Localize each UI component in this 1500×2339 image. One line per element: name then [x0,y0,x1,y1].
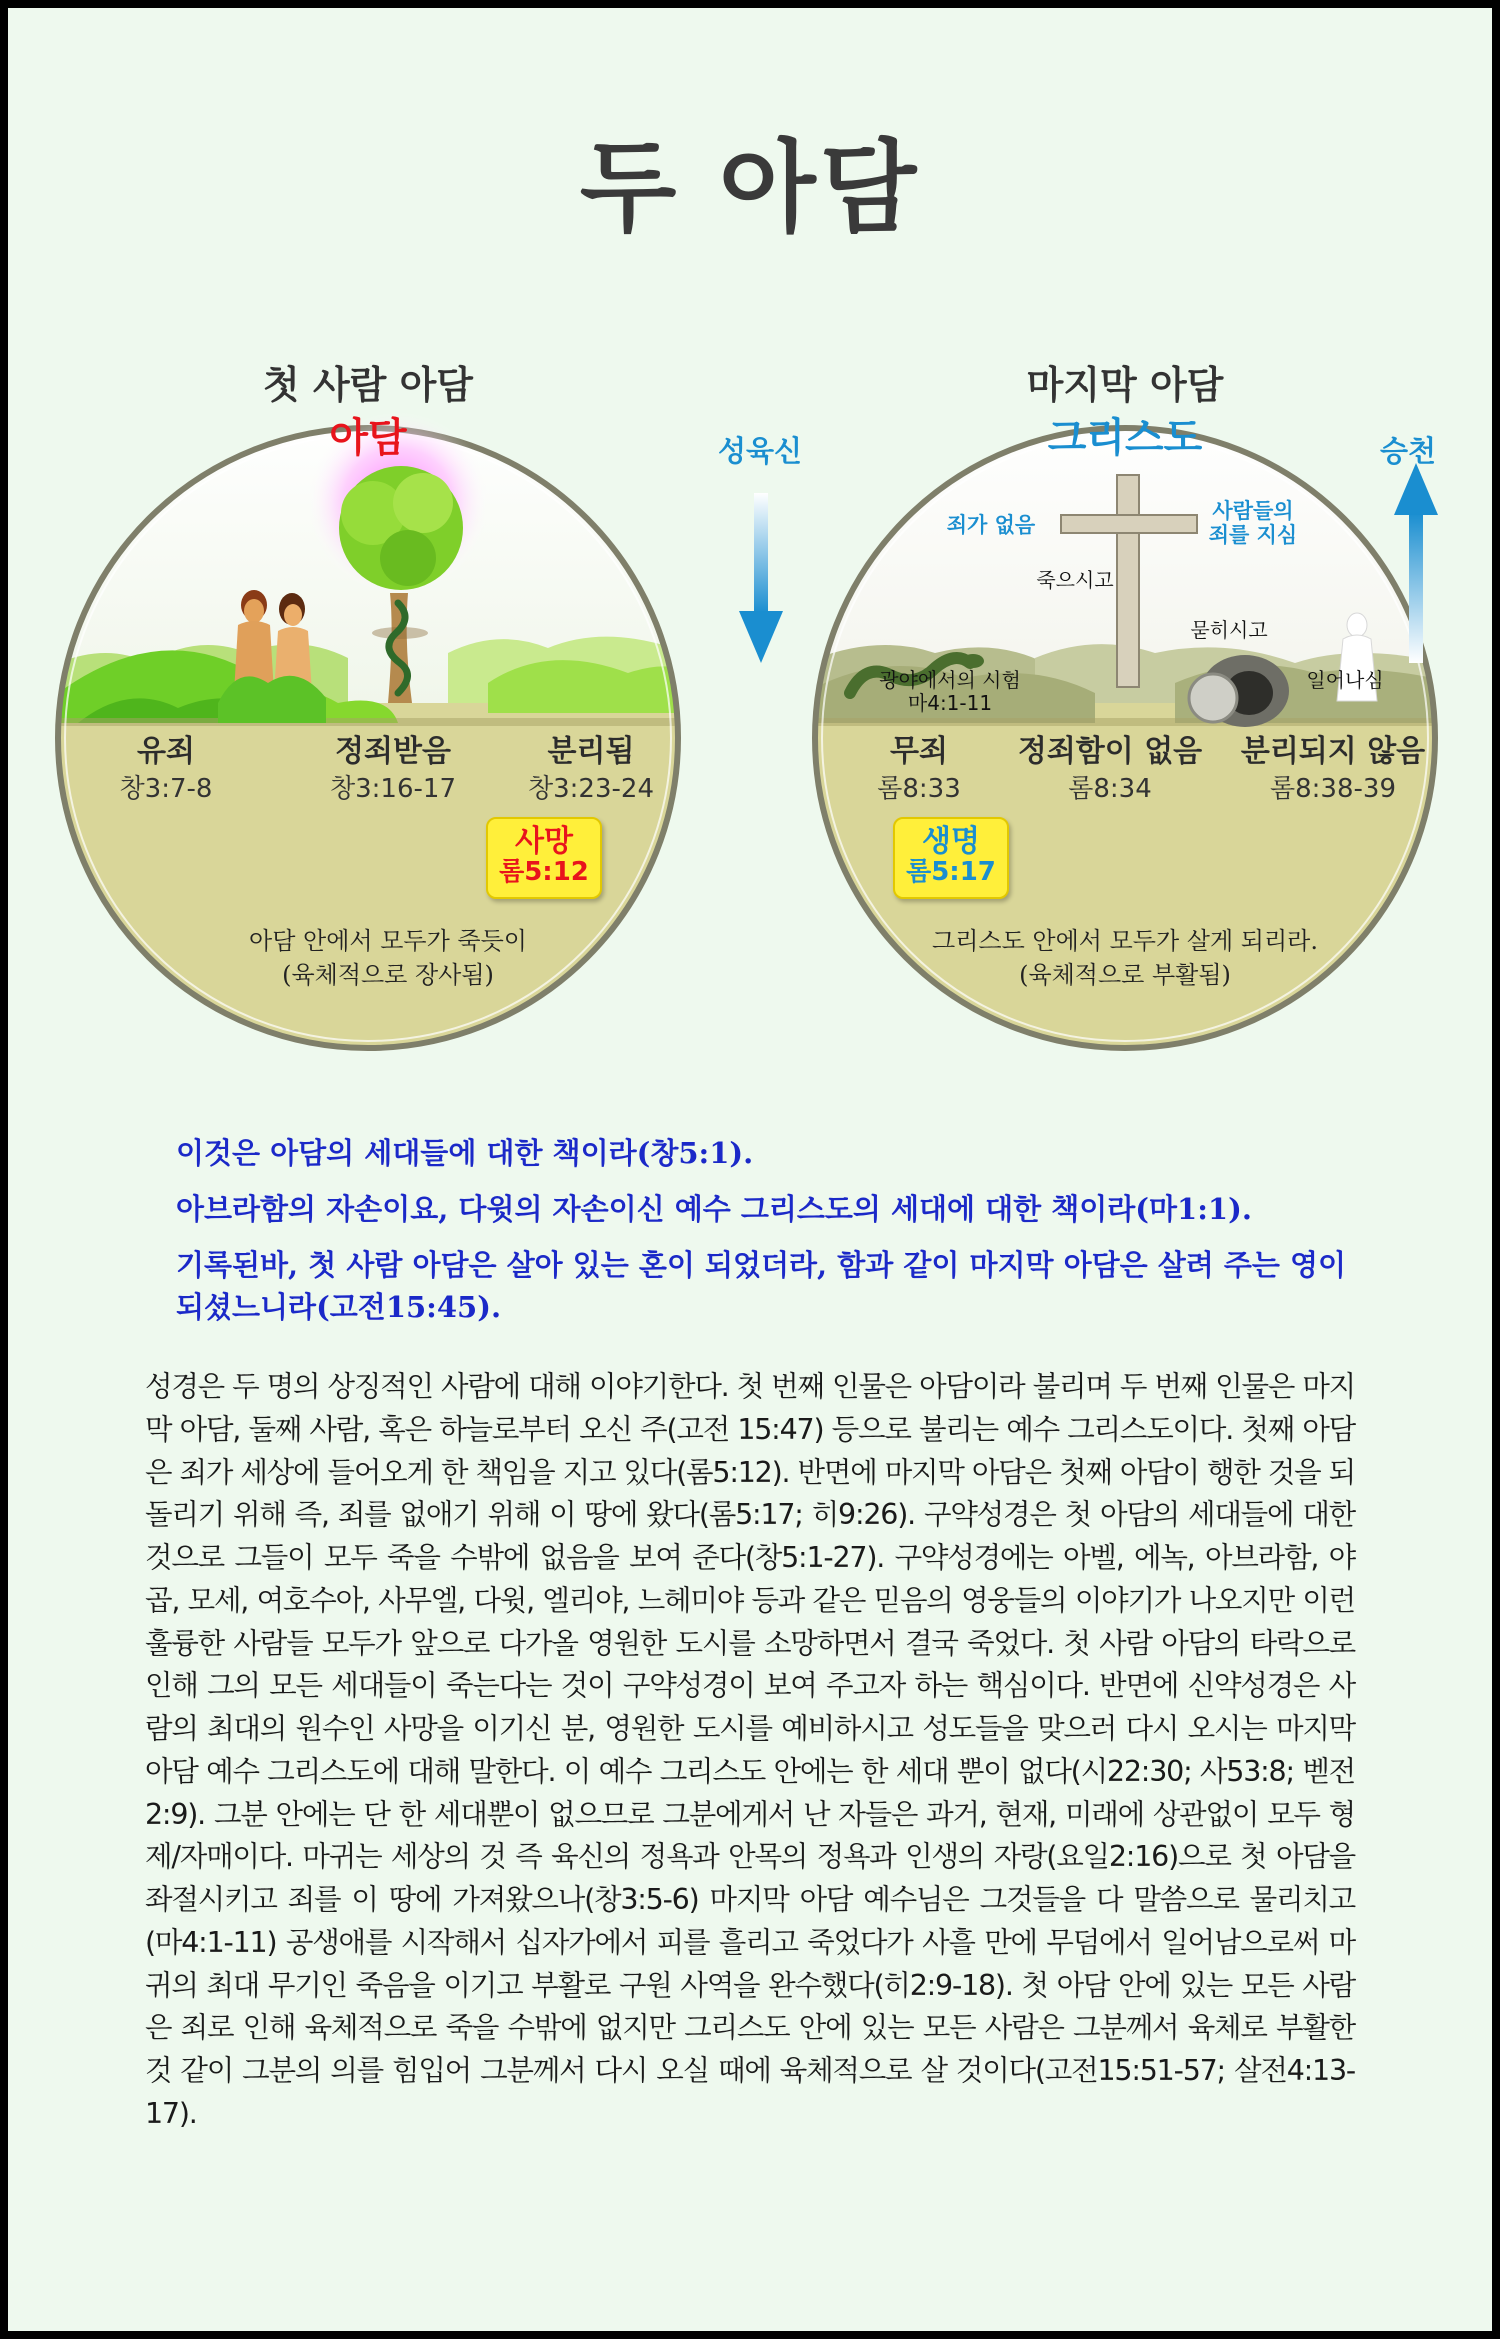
body-text [145,1366,1355,2136]
stat-ref: 롬8:34 [1068,774,1152,804]
life-badge [893,817,1009,899]
circle-label: 마지막 아담 [1026,362,1224,407]
ascension-label: 승천 [1379,434,1437,468]
last-adam-panel [795,363,1455,1063]
body-paragraph: 성경은 두 명의 상징적인 사람에 대해 이야기한다. 첫 번째 인물은 아담이라 불리며 두 번째 인물은 마지막 아담, 둘째 사람, 혹은 하늘로부터 오신 주(고전 15:47) 등으로 불리는 예수 그리스도이다. 첫째 아담은 죄가 세상에 들어오게 한 책임을 지고 있다(롬5:12). 반면에 마지막 아담은 첫째 아담이 행한 것을 되돌리기 위해 즉, 죄를 없애기 위해 이 땅에 왔다(롬5:17; 히9:26). 구약성경은 첫 아담의 세대들에 대한 것으로 그들이 모두 죽을 수밖에 없음을 보여 준다(창5:1-27). 구약성경에는 아벨, 에녹, 아브라함, 야곱, 모세, 여호수아, 사무엘, 다윗, 엘리야, 느헤미야 등과 같은 믿음의 영웅들의 이야기가 나오지만 이런 훌륭한 사람들 모두가 앞으로 다가올 영원한 도시를 소망하면서 결국 죽었다. 첫 사람 아담의 타락으로 인해 그의 모든 세대들이 죽는다는 것이 구약성경이 보여 주고자 하는 핵심이다. 반면에 신약성경은 사람의 최대의 원수인 사망을 이기신 분, 영원한 도시를 예비하시고 성도들을 맞으러 다시 오시는 마지막 아담 예수 그리스도에 대해 말한다. 이 예수 그리스도 안에는 한 세대 뿐이 없다(시22:30; 사53:8; 벧전2:9). 그분 안에는 단 한 세대뿐이 없으므로 그분에게서 난 자들은 과거, 현재, 미래에 상관없이 모두 형제/자매이다. 마귀는 세상의 것 즉 육신의 정욕과 안목의 정욕과 인생의 자랑(요일2:16)으로 첫 아담을 좌절시키고 죄를 이 땅에 가져왔으나(창3:5-6) 마지막 아담 예수님은 그것들을 다 말씀으로 물리치고(마4:1-11) 공생애를 시작해서 십자가에서 피를 흘리고 죽었다가 사흘 만에 무덤에서 일어남으로써 마귀의 최대 무기인 죽음을 이기고 부활로 구원 사역을 완수했다(히2:9-18). 첫 아담 안에 있는 모든 사람은 죄로 인해 육체적으로 죽을 수밖에 없지만 그리스도 안에 있는 모든 사람은 그분께서 육체로 부활한 것 같이 그분의 의를 힘입어 그분께서 다시 오실 때에 육체적으로 살 것이다(고전15:51-57; 살전4:13-17). [145,1370,1355,2130]
stat-ref: 창3:23-24 [528,774,654,804]
incarnation-label: 성육신 [717,434,803,468]
caption [932,925,1318,992]
caption-line: 아담 안에서 모두가 죽듯이 [249,927,527,955]
temptation-line: 광야에서의 시험 [879,668,1021,692]
verse-block [176,1132,1356,1342]
stat-label: 정죄함이 없음 [1017,734,1203,769]
incarnation-arrow-icon [739,493,783,663]
stat-label: 유죄 [137,734,195,769]
figure-name: 아담 [329,415,407,461]
stat-label: 무죄 [890,734,948,769]
verse: 이것은 아담의 세대들에 대한 책이라(창5:1). [176,1136,754,1170]
stat-ref: 창3:7-8 [119,774,213,804]
bear-sin-label [1209,499,1297,547]
bear-sin-line: 사람들의 [1212,499,1294,523]
first-adam-panel [68,362,803,1063]
no-sin-label: 죄가 없음 [946,513,1036,537]
death-badge [486,817,602,899]
stat-label: 분리됨 [547,734,635,769]
verse: 아브라함의 자손이요, 다윗의 자손이신 예수 그리스도의 세대에 대한 책이라(마1:1). [176,1192,1252,1227]
stat-ref: 롬8:33 [877,774,961,804]
temptation-line: 마4:1-11 [907,691,993,715]
stat-label: 분리되지 않음 [1240,734,1426,769]
stat-label: 정죄받음 [335,734,451,769]
caption-line: (육체적으로 장사됨) [282,960,494,989]
stat-ref: 창3:16-17 [330,774,456,804]
circle-label: 첫 사람 아담 [263,362,473,407]
stat-ref: 롬8:38-39 [1270,774,1396,804]
badge-ref: 롬5:17 [906,857,996,887]
page-title: 두 아담 [579,129,921,246]
caption-line: 그리스도 안에서 모두가 살게 되리라. [932,927,1318,955]
temptation-label [879,669,1021,715]
badge-ref: 롬5:12 [499,857,589,887]
verse: 기록된바, 첫 사람 아담은 살아 있는 혼이 되었더라, 함과 같이 마지막 아담은 살려 주는 영이 되셨느니라(고전15:45). [176,1248,1347,1325]
buried-label: 묻히시고 [1190,618,1268,642]
caption-line: (육체적으로 부활됨) [1019,960,1231,989]
risen-label: 일어나심 [1306,668,1384,692]
figure-name: 그리스도 [1047,415,1203,461]
caption [249,925,527,992]
badge-label: 생명 [922,824,980,859]
died-label: 죽으시고 [1036,568,1114,592]
bear-sin-line: 죄를 지심 [1208,523,1298,548]
page [8,8,1492,2331]
badge-label: 사망 [515,824,573,859]
